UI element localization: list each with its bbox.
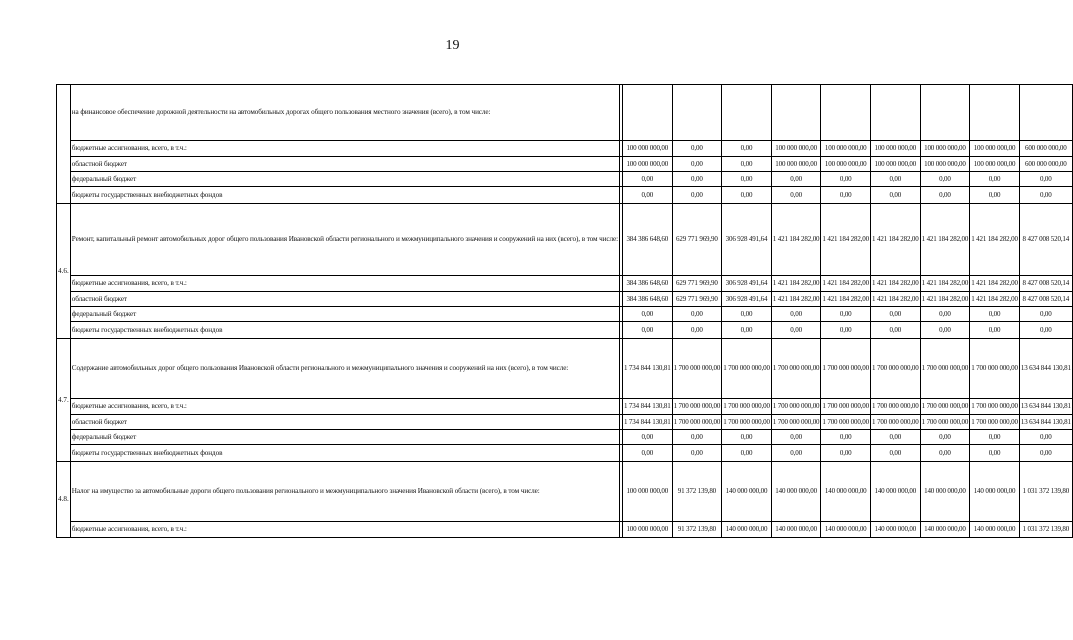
year-value-cell: 0,00 [622,445,672,462]
year-value-cell: 1 700 000 000,00 [672,339,722,399]
year-value-cell: 629 771 969,90 [672,204,722,276]
row-label-cell: бюджеты государственных внебюджетных фондов [70,445,619,462]
year-value-cell: 0,00 [722,445,772,462]
year-value-cell: 100 000 000,00 [871,157,921,172]
year-value-cell: 140 000 000,00 [871,522,921,538]
year-value-cell: 1 700 000 000,00 [672,399,722,415]
year-value-cell: 0,00 [920,172,970,187]
year-value-cell: 1 700 000 000,00 [871,339,921,399]
table-row [57,204,1073,276]
year-value-cell: 1 700 000 000,00 [771,339,821,399]
total-value-cell: 13 634 844 130,81 [1019,339,1072,399]
year-value-cell: 0,00 [920,307,970,322]
year-value-cell: 0,00 [722,430,772,445]
row-number-cell: 4.6. [57,204,71,339]
year-value-cell: 384 386 648,60 [622,276,672,292]
year-value-cell: 140 000 000,00 [920,462,970,522]
total-value-cell: 0,00 [1019,187,1072,204]
row-number-cell: 4.8. [57,462,71,538]
row-label-cell: областной бюджет [70,292,619,307]
table-row [57,187,1073,204]
year-value-cell: 1 421 184 282,00 [871,292,921,307]
year-value-cell: 0,00 [622,322,672,339]
year-value-cell: 1 700 000 000,00 [771,415,821,430]
table-row [57,462,1073,522]
year-value-cell: 140 000 000,00 [871,462,921,522]
year-value-cell: 0,00 [622,187,672,204]
year-value-cell: 0,00 [920,445,970,462]
table-row [57,141,1073,157]
row-label-cell: федеральный бюджет [70,430,619,445]
year-value-cell: 1 421 184 282,00 [920,276,970,292]
year-value-cell: 0,00 [722,157,772,172]
row-label-cell: Ремонт, капитальный ремонт автомобильных дорог общего пользования Ивановской области регионального и межмуниципального значения и сооружений на них (всего), в том числе: [70,204,619,276]
year-value-cell: 1 734 844 130,81 [622,399,672,415]
table-row [57,322,1073,339]
year-value-cell: 0,00 [970,187,1020,204]
year-value-cell: 306 928 491,64 [722,204,772,276]
year-value-cell: 0,00 [622,172,672,187]
year-value-cell: 1 734 844 130,81 [622,339,672,399]
year-value-cell: 1 700 000 000,00 [920,415,970,430]
year-value-cell: 0,00 [771,322,821,339]
year-value-cell: 1 421 184 282,00 [920,292,970,307]
total-value-cell: 0,00 [1019,322,1072,339]
year-value-cell: 0,00 [672,187,722,204]
year-value-cell: 100 000 000,00 [871,141,921,157]
year-value-cell: 140 000 000,00 [771,522,821,538]
page-number: 19 [445,38,460,53]
year-value-cell: 0,00 [871,307,921,322]
total-value-cell: 0,00 [1019,445,1072,462]
year-value-cell: 0,00 [672,307,722,322]
budget-table-body [57,85,1073,538]
year-value-cell: 140 000 000,00 [821,522,871,538]
year-value-cell: 0,00 [920,430,970,445]
year-value-cell: 1 734 844 130,81 [622,415,672,430]
year-value-cell: 1 421 184 282,00 [771,276,821,292]
year-value-cell: 306 928 491,64 [722,276,772,292]
year-value-cell: 0,00 [672,172,722,187]
year-value-cell: 140 000 000,00 [722,522,772,538]
year-value-cell: 0,00 [970,172,1020,187]
year-value-cell: 0,00 [771,172,821,187]
row-label-cell: на финансовое обеспечение дорожной деятельности на автомобильных дорогах общего пользования местного значения (всего), в том числе: [70,85,619,141]
year-value-cell: 1 700 000 000,00 [821,399,871,415]
year-value-cell: 0,00 [821,307,871,322]
year-value-cell: 1 421 184 282,00 [821,292,871,307]
total-value-cell [1019,85,1072,141]
year-value-cell: 1 421 184 282,00 [771,204,821,276]
total-value-cell: 600 000 000,00 [1019,141,1072,157]
year-value-cell: 1 421 184 282,00 [970,292,1020,307]
year-value-cell [920,85,970,141]
year-value-cell: 1 700 000 000,00 [821,415,871,430]
row-label-cell: бюджетные ассигнования, всего, в т.ч.: [70,522,619,538]
total-value-cell: 0,00 [1019,430,1072,445]
year-value-cell: 140 000 000,00 [821,462,871,522]
row-label-cell: Налог на имущество за автомобильные дороги общего пользования регионального и межмуниципального значения Ивановской области (всего), в том числе: [70,462,619,522]
year-value-cell: 100 000 000,00 [622,522,672,538]
year-value-cell: 1 700 000 000,00 [722,399,772,415]
table-row [57,415,1073,430]
year-value-cell: 0,00 [771,430,821,445]
total-value-cell: 13 634 844 130,81 [1019,415,1072,430]
year-value-cell: 100 000 000,00 [771,141,821,157]
table-row [57,172,1073,187]
year-value-cell: 1 700 000 000,00 [871,415,921,430]
year-value-cell: 1 700 000 000,00 [970,415,1020,430]
total-value-cell: 1 031 372 139,80 [1019,522,1072,538]
year-value-cell: 1 421 184 282,00 [970,204,1020,276]
year-value-cell [970,85,1020,141]
year-value-cell: 0,00 [722,322,772,339]
row-label-cell: бюджетные ассигнования, всего, в т.ч.: [70,399,619,415]
year-value-cell: 0,00 [672,430,722,445]
budget-table [56,84,1073,538]
total-value-cell: 13 634 844 130,81 [1019,399,1072,415]
year-value-cell: 1 700 000 000,00 [920,399,970,415]
total-value-cell: 1 031 372 139,80 [1019,462,1072,522]
year-value-cell: 0,00 [771,187,821,204]
year-value-cell: 0,00 [871,172,921,187]
year-value-cell: 0,00 [771,307,821,322]
total-value-cell: 8 427 008 520,14 [1019,292,1072,307]
table-row [57,430,1073,445]
year-value-cell: 1 421 184 282,00 [821,204,871,276]
year-value-cell: 1 421 184 282,00 [771,292,821,307]
year-value-cell: 1 421 184 282,00 [871,204,921,276]
row-label-cell: Содержание автомобильных дорог общего пользования Ивановской области регионального и межмуниципального значения и сооружений на них (всего), в том числе: [70,339,619,399]
year-value-cell: 1 700 000 000,00 [722,339,772,399]
table-row [57,307,1073,322]
year-value-cell: 0,00 [672,141,722,157]
year-value-cell: 384 386 648,60 [622,204,672,276]
year-value-cell: 140 000 000,00 [722,462,772,522]
table-row [57,292,1073,307]
row-number-cell [57,85,71,204]
year-value-cell: 100 000 000,00 [821,141,871,157]
year-value-cell: 1 700 000 000,00 [920,339,970,399]
year-value-cell [771,85,821,141]
total-value-cell: 0,00 [1019,307,1072,322]
year-value-cell: 0,00 [622,307,672,322]
table-row [57,445,1073,462]
year-value-cell: 629 771 969,90 [672,292,722,307]
year-value-cell: 1 700 000 000,00 [871,399,921,415]
year-value-cell: 0,00 [672,445,722,462]
year-value-cell: 91 372 139,80 [672,522,722,538]
year-value-cell: 1 421 184 282,00 [920,204,970,276]
year-value-cell [871,85,921,141]
row-label-cell: бюджетные ассигнования, всего, в т.ч.: [70,141,619,157]
year-value-cell: 0,00 [821,172,871,187]
year-value-cell [622,85,672,141]
year-value-cell: 100 000 000,00 [622,141,672,157]
year-value-cell: 140 000 000,00 [970,522,1020,538]
year-value-cell: 629 771 969,90 [672,276,722,292]
total-value-cell: 600 000 000,00 [1019,157,1072,172]
total-value-cell: 8 427 008 520,14 [1019,204,1072,276]
row-label-cell: бюджеты государственных внебюджетных фондов [70,322,619,339]
year-value-cell: 100 000 000,00 [920,141,970,157]
year-value-cell: 100 000 000,00 [821,157,871,172]
year-value-cell: 1 421 184 282,00 [871,276,921,292]
table-row [57,399,1073,415]
year-value-cell: 0,00 [970,445,1020,462]
year-value-cell: 306 928 491,64 [722,292,772,307]
year-value-cell: 0,00 [722,172,772,187]
year-value-cell: 100 000 000,00 [622,157,672,172]
year-value-cell: 0,00 [672,157,722,172]
row-label-cell: бюджеты государственных внебюджетных фондов [70,187,619,204]
row-number-cell: 4.7. [57,339,71,462]
table-row [57,85,1073,141]
year-value-cell: 0,00 [970,430,1020,445]
row-label-cell: бюджетные ассигнования, всего, в т.ч.: [70,276,619,292]
year-value-cell: 0,00 [970,307,1020,322]
year-value-cell: 100 000 000,00 [771,157,821,172]
year-value-cell: 0,00 [722,187,772,204]
row-label-cell: федеральный бюджет [70,172,619,187]
year-value-cell: 0,00 [871,445,921,462]
table-row [57,339,1073,399]
year-value-cell: 1 700 000 000,00 [771,399,821,415]
year-value-cell: 0,00 [821,445,871,462]
year-value-cell: 0,00 [722,307,772,322]
table-row [57,522,1073,538]
year-value-cell: 0,00 [722,141,772,157]
year-value-cell: 0,00 [821,187,871,204]
year-value-cell: 1 700 000 000,00 [722,415,772,430]
year-value-cell: 0,00 [871,187,921,204]
table-row [57,157,1073,172]
year-value-cell [821,85,871,141]
year-value-cell: 1 421 184 282,00 [970,276,1020,292]
year-value-cell: 1 700 000 000,00 [970,339,1020,399]
year-value-cell: 1 700 000 000,00 [821,339,871,399]
year-value-cell: 0,00 [970,322,1020,339]
year-value-cell: 91 372 139,80 [672,462,722,522]
year-value-cell: 0,00 [920,322,970,339]
year-value-cell: 1 700 000 000,00 [970,399,1020,415]
year-value-cell: 140 000 000,00 [970,462,1020,522]
row-label-cell: федеральный бюджет [70,307,619,322]
year-value-cell: 0,00 [821,430,871,445]
year-value-cell: 1 421 184 282,00 [821,276,871,292]
year-value-cell: 100 000 000,00 [622,462,672,522]
year-value-cell [722,85,772,141]
year-value-cell [672,85,722,141]
year-value-cell: 0,00 [920,187,970,204]
year-value-cell: 0,00 [622,430,672,445]
year-value-cell: 0,00 [871,322,921,339]
year-value-cell: 1 700 000 000,00 [672,415,722,430]
table-row [57,276,1073,292]
total-value-cell: 0,00 [1019,172,1072,187]
year-value-cell: 100 000 000,00 [970,141,1020,157]
year-value-cell: 140 000 000,00 [920,522,970,538]
year-value-cell: 100 000 000,00 [970,157,1020,172]
year-value-cell: 0,00 [672,322,722,339]
row-label-cell: областной бюджет [70,157,619,172]
row-label-cell: областной бюджет [70,415,619,430]
total-value-cell: 8 427 008 520,14 [1019,276,1072,292]
year-value-cell: 140 000 000,00 [771,462,821,522]
year-value-cell: 384 386 648,60 [622,292,672,307]
year-value-cell: 0,00 [871,430,921,445]
year-value-cell: 0,00 [821,322,871,339]
year-value-cell: 0,00 [771,445,821,462]
year-value-cell: 100 000 000,00 [920,157,970,172]
